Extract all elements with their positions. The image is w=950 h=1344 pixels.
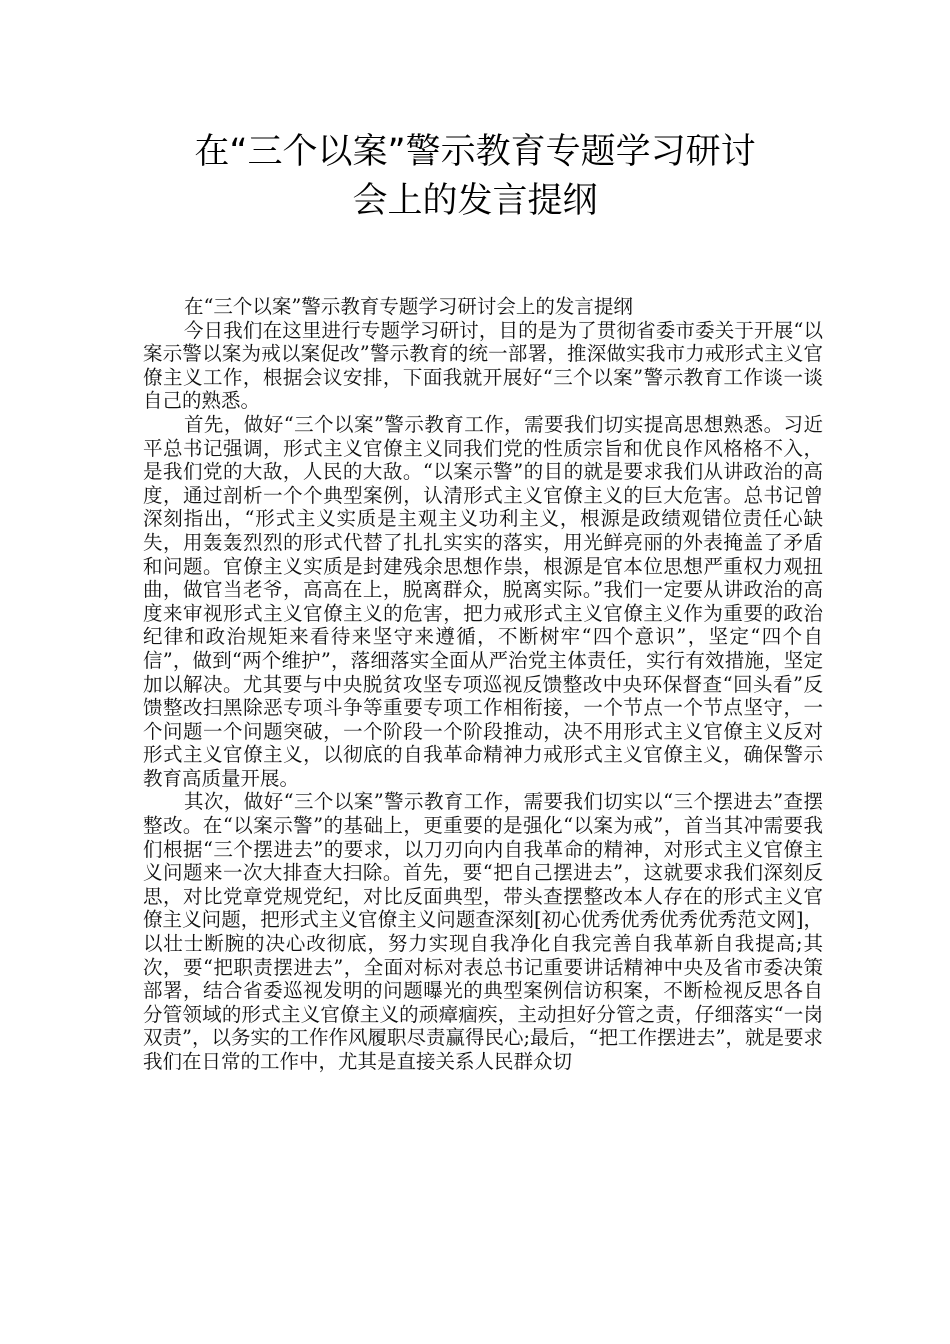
paragraph-second-point: 其次，做好“三个以案”警示教育工作，需要我们切实以“三个摆进去”查摆整改。在“以案示警”的基础上，更重要的是强化“以案为戒”，首当其冲需要我们根据“三个摆进去”的要求，以刀刃向内自我革命的精神，对形式主义官僚主义问题来一次大排查大扫除。首先，要“把自己摆进去”，这就要求我们深刻反思，对比党章党规党纪，对比反面典型，带头查摆整改本人存在的形式主义官僚主义问题，把形式主义官僚主义问题查深刻[初心优秀优秀优秀优秀范文网]，以壮士断腕的决心改彻底，努力实现自我净化自我完善自我革新自我提高;其次，要“把职责摆进去”，全面对标对表总书记重要讲话精神中央及省市委决策部署，结合省委巡视发明的问题曝光的典型案例信访积案，不断检视反思各自分管领域的形式主义官僚主义的顽瘴痼疾，主动担好分管之责，仔细落实“一岗双责”，以务实的工作作风履职尽责赢得民心;最后，“把工作摆进去”，就是要求我们在日常的工作中，尤其是直接关系人民群众切	[143, 790, 823, 1073]
document-title	[100, 128, 850, 226]
paragraph-intro: 今日我们在这里进行专题学习研讨，目的是为了贯彻省委市委关于开展“以案示警以案为戒以案促改”警示教育的统一部署，推深做实我市力戒形式主义官僚主义工作，根据会议安排，下面我就开展好“三个以案”警示教育工作谈一谈自己的熟悉。	[143, 318, 823, 413]
title-line-2: 会上的发言提纲	[352, 181, 598, 221]
document-body	[143, 295, 823, 1074]
title-line-1: 在“三个以案”警示教育专题学习研讨	[194, 132, 756, 172]
paragraph-first-point: 首先，做好“三个以案”警示教育工作，需要我们切实提高思想熟悉。习近平总书记强调，形式主义官僚主义同我们党的性质宗旨和优良作风格格不入，是我们党的大敌，人民的大敌。“以案示警”的目的就是要求我们从讲政治的高度，通过剖析一个个典型案例，认清形式主义官僚主义的巨大危害。总书记曾深刻指出，“形式主义实质是主观主义功利主义，根源是政绩观错位责任心缺失，用轰轰烈烈的形式代替了扎扎实实的落实，用光鲜亮丽的外表掩盖了矛盾和问题。官僚主义实质是封建残余思想作祟，根源是官本位思想严重权力观扭曲，做官当老爷，高高在上，脱离群众，脱离实际。”我们一定要从讲政治的高度来审视形式主义官僚主义的危害，把力戒形式主义官僚主义作为重要的政治纪律和政治规矩来看待来坚守来遵循，不断树牢“四个意识”，坚定“四个自信”，做到“两个维护”，落细落实全面从严治党主体责任，实行有效措施，坚定加以解决。尤其要与中央脱贫攻坚专项巡视反馈整改中央环保督查“回头看”反馈整改扫黑除恶专项斗争等重要专项工作相衔接，一个节点一个节点坚守，一个问题一个问题突破，一个阶段一个阶段推动，决不用形式主义官僚主义反对形式主义官僚主义，以彻底的自我革命精神力戒形式主义官僚主义，确保警示教育高质量开展。	[143, 412, 823, 790]
paragraph-heading: 在“三个以案”警示教育专题学习研讨会上的发言提纲	[183, 295, 633, 318]
